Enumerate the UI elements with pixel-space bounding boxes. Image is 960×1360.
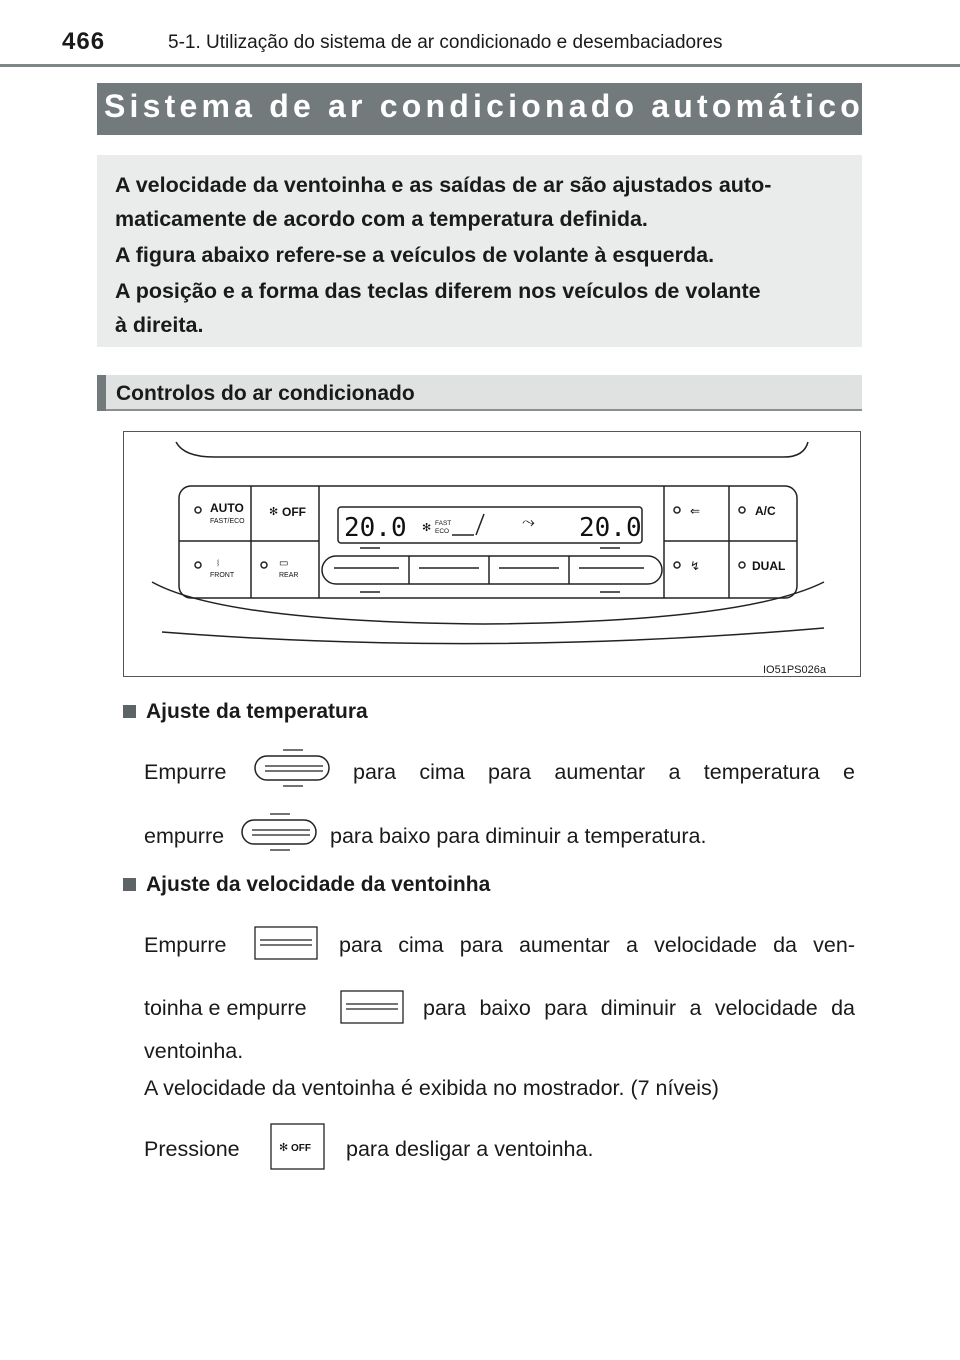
fan-line2-b: para baixo para diminuir a velocidade da: [423, 996, 855, 1020]
figure-code: IO51PS026a: [763, 664, 826, 676]
fan-line5-b: para desligar a ventoinha.: [346, 1137, 594, 1161]
intro-line: à direita.: [115, 313, 204, 337]
svg-text:✻: ✻: [279, 1141, 289, 1154]
fast-label: FAST: [435, 520, 452, 527]
display-fan-icon: ✻: [422, 522, 432, 534]
subsection-title: Controlos do ar condicionado: [116, 382, 415, 405]
fan-off-button-icon: [270, 1123, 325, 1170]
temp-line2-a: empurre: [144, 824, 225, 848]
temp-line1-b: para cima para aumentar a temperatura e: [353, 760, 855, 784]
ac-label: A/C: [755, 504, 776, 518]
airflow-mode-icon: ⤳: [522, 514, 535, 531]
fan-line1-a: Empurre: [144, 933, 227, 957]
ac-panel-illustration: [124, 432, 859, 675]
air-outlet-icon: ↯: [690, 559, 701, 573]
rear-label: REAR: [279, 572, 299, 579]
page-title: Sistema de ar condicionado automático: [104, 88, 864, 124]
off-label: OFF: [282, 505, 306, 519]
fan-heading: [123, 873, 490, 897]
dual-label: DUAL: [752, 559, 786, 573]
intro-line: A posição e a forma das teclas diferem nos veículos de volante: [115, 279, 761, 303]
fan-switch-icon: [254, 926, 318, 960]
temp-left-display: 20.0: [344, 513, 407, 543]
fan-switch-icon: [340, 990, 404, 1024]
rear-defrost-icon: ▭: [279, 558, 289, 569]
temp-line2-b: para baixo para diminuir a temperatura.: [330, 824, 707, 848]
temp-switch-icon: [240, 810, 318, 852]
fan-off-label: OFF: [291, 1143, 311, 1154]
eco-label: ECO: [435, 528, 450, 535]
bullet-square-icon: [123, 705, 136, 718]
ac-panel-figure: [123, 431, 861, 677]
temp-line1-a: Empurre: [144, 760, 227, 784]
temp-switch-icon: [253, 746, 331, 788]
header-rule: [0, 64, 960, 67]
section-header: 5-1. Utilização do sistema de ar condicionado e desembaciadores: [168, 32, 723, 53]
fan-line2-a: toinha e empurre: [144, 996, 307, 1020]
intro-line: maticamente de acordo com a temperatura definida.: [115, 207, 648, 231]
auto-sub-label: FAST/ECO: [210, 518, 245, 525]
recirculation-icon: ⇐: [690, 504, 701, 518]
page-number: 466: [62, 28, 106, 55]
bullet-square-icon: [123, 878, 136, 891]
fan-line5-a: Pressione: [144, 1137, 240, 1161]
intro-line: A velocidade da ventoinha e as saídas de ar são ajustados auto-: [115, 173, 772, 197]
temp-heading: [123, 700, 368, 724]
intro-line: A figura abaixo refere-se a veículos de volante à esquerda.: [115, 243, 715, 267]
fan-icon: ✻: [269, 506, 279, 518]
intro-box: [97, 155, 862, 347]
temp-right-display: 20.0: [579, 513, 642, 543]
auto-label: AUTO: [210, 501, 244, 515]
fan-line1-b: para cima para aumentar a velocidade da ven-: [339, 933, 855, 957]
fan-line4: A velocidade da ventoinha é exibida no mostrador. (7 níveis): [144, 1076, 719, 1100]
fan-line3: ventoinha.: [144, 1039, 244, 1063]
front-label: FRONT: [210, 572, 235, 579]
fan-heading-text: Ajuste da velocidade da ventoinha: [146, 873, 491, 896]
temp-heading-text: Ajuste da temperatura: [146, 700, 368, 723]
front-defrost-icon: ⧙: [217, 558, 220, 569]
